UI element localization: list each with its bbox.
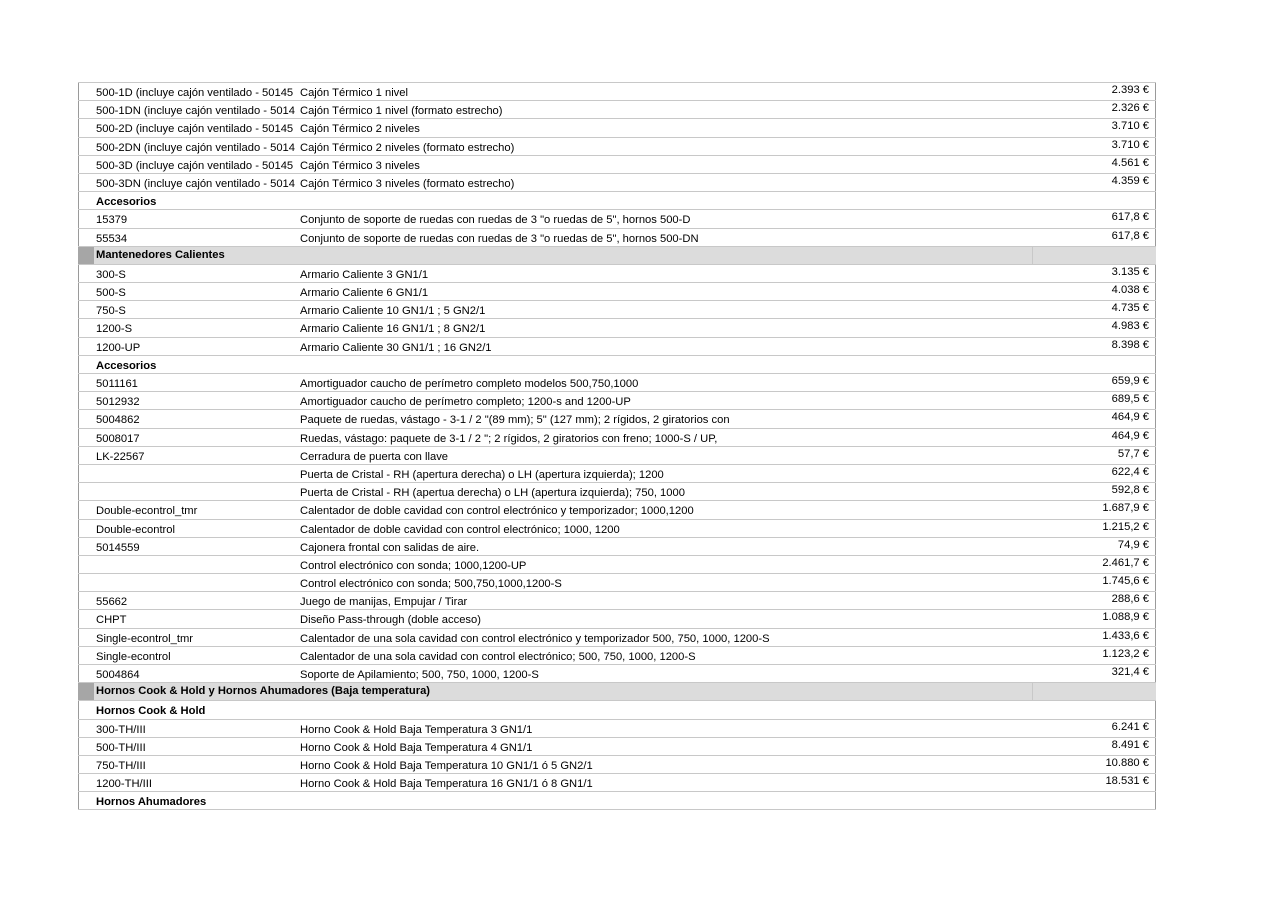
table-row (78, 664, 1156, 682)
product-description: Cerradura de puerta con llave (300, 450, 449, 463)
table-row (78, 519, 1156, 537)
product-price: 617,8 € (1111, 211, 1149, 224)
product-code: 5012932 (96, 396, 140, 409)
section-header-row (78, 682, 1156, 700)
product-price: 464,9 € (1111, 411, 1149, 424)
product-description: Cajón Térmico 3 niveles (300, 159, 420, 172)
product-price: 8.491 € (1111, 738, 1149, 751)
section-title: Hornos Cook & Hold y Hornos Ahumadores (Baja temperatura) (96, 685, 431, 698)
product-code: 15379 (96, 214, 128, 227)
product-price: 57,7 € (1117, 447, 1149, 460)
section-price-cell (1032, 683, 1155, 700)
product-code: 1200-S (96, 323, 133, 336)
product-description: Cajón Térmico 1 nivel (formato estrecho) (300, 105, 503, 118)
table-row (78, 428, 1156, 446)
product-description: Conjunto de soporte de ruedas con ruedas de 3 "o ruedas de 5", hornos 500-D (300, 214, 691, 227)
table-row (78, 391, 1156, 409)
product-price: 2.393 € (1111, 84, 1149, 96)
table-row (78, 209, 1156, 227)
product-code: 1200-TH/III (96, 778, 152, 791)
subsection-title: Hornos Cook & Hold (96, 705, 206, 718)
table-row (78, 100, 1156, 118)
product-description: Cajón Térmico 1 nivel (300, 87, 408, 99)
section-price-cell (1032, 247, 1155, 264)
product-price: 617,8 € (1111, 229, 1149, 242)
table-row (78, 446, 1156, 464)
product-price: 288,6 € (1111, 593, 1149, 606)
table-row (78, 155, 1156, 173)
product-price: 1.123,2 € (1102, 647, 1149, 660)
product-code: 5004862 (96, 414, 140, 427)
table-row (78, 300, 1156, 318)
product-code: 5004864 (96, 669, 140, 681)
product-price: 1.687,9 € (1102, 502, 1149, 515)
subsection-title: Accesorios (96, 196, 157, 209)
table-row (78, 173, 1156, 191)
product-price: 1.215,2 € (1102, 520, 1149, 533)
subsection-header-row (78, 700, 1156, 718)
product-description: Conjunto de soporte de ruedas con ruedas de 3 "o ruedas de 5", hornos 500-DN (300, 232, 699, 245)
product-description: Calentador de una sola cavidad con control electrónico; 500, 750, 1000, 1200-S (300, 650, 696, 663)
product-price: 4.735 € (1111, 302, 1149, 315)
product-description: Ruedas, vástago: paquete de 3-1 / 2 "; 2 rígidos, 2 giratorios con freno; 1000-S / UP, (300, 432, 718, 445)
subsection-header-row (78, 191, 1156, 209)
product-description: Puerta de Cristal - RH (apertura derecha) o LH (apertura izquierda); 1200 (300, 468, 664, 481)
product-code: 55534 (96, 232, 128, 245)
table-body (78, 82, 1156, 810)
product-price: 464,9 € (1111, 429, 1149, 442)
product-code: 500-S (96, 287, 126, 300)
table-row (78, 773, 1156, 791)
table-row (78, 755, 1156, 773)
table-row (78, 537, 1156, 555)
table-row (78, 737, 1156, 755)
product-description: Soporte de Apilamiento; 500, 750, 1000, 1200-S (300, 669, 539, 681)
product-code: 5011161 (96, 378, 138, 390)
price-list-table (78, 82, 1156, 810)
product-description: Cajón Térmico 3 niveles (formato estrecho) (300, 177, 515, 190)
product-price: 4.359 € (1111, 174, 1149, 187)
product-description: Control electrónico con sonda; 1000,1200-UP (300, 559, 527, 572)
product-price: 1.745,6 € (1102, 575, 1149, 588)
product-code: 300-S (96, 268, 126, 281)
table-row (78, 646, 1156, 664)
table-row (78, 282, 1156, 300)
product-price: 10.880 € (1105, 756, 1149, 769)
product-code: 500-2DN (incluye cajón ventilado - 5014 (96, 141, 296, 154)
table-row (78, 500, 1156, 518)
product-code: Single-econtrol_tmr (96, 632, 194, 645)
product-code: 300-TH/III (96, 723, 146, 736)
product-price: 2.461,7 € (1102, 556, 1149, 569)
product-description: Amortiguador caucho de perímetro completo modelos 500,750,1000 (300, 378, 639, 390)
product-price: 3.135 € (1111, 265, 1149, 278)
product-description: Juego de manijas, Empujar / Tirar (300, 596, 468, 609)
product-code: Double-econtrol (96, 523, 175, 536)
table-row (78, 82, 1156, 100)
section-gutter (78, 247, 94, 264)
product-description: Horno Cook & Hold Baja Temperatura 10 GN1/1 ó 5 GN2/1 (300, 759, 593, 772)
product-price: 4.561 € (1111, 156, 1149, 169)
product-description: Puerta de Cristal - RH (apertua derecha) o LH (apertura izquierda); 750, 1000 (300, 487, 685, 500)
product-description: Calentador de una sola cavidad con control electrónico y temporizador 500, 750, 1000, 1200-S (300, 632, 770, 645)
product-price: 8.398 € (1111, 338, 1149, 351)
table-row (78, 118, 1156, 136)
product-price: 4.983 € (1111, 320, 1149, 333)
product-price: 18.531 € (1105, 775, 1149, 788)
product-code: 500-1D (incluye cajón ventilado - 50145 (96, 87, 294, 99)
product-description: Diseño Pass-through (doble acceso) (300, 614, 481, 627)
product-code: 55662 (96, 596, 128, 609)
product-description: Armario Caliente 16 GN1/1 ; 8 GN2/1 (300, 323, 486, 336)
subsection-title: Accesorios (96, 359, 157, 372)
product-description: Cajón Térmico 2 niveles (formato estrecho) (300, 141, 515, 154)
product-price: 592,8 € (1111, 484, 1149, 497)
section-title: Mantenedores Calientes (96, 248, 225, 261)
table-row (78, 591, 1156, 609)
table-row (78, 555, 1156, 573)
table-row (78, 628, 1156, 646)
table-row (78, 373, 1156, 391)
product-price: 3.710 € (1111, 120, 1149, 133)
table-row (78, 482, 1156, 500)
product-price: 74,9 € (1117, 538, 1149, 551)
product-code: 500-2D (incluye cajón ventilado - 50145 (96, 123, 294, 136)
product-price: 6.241 € (1111, 720, 1149, 733)
subsection-header-row (78, 355, 1156, 373)
table-row (78, 337, 1156, 355)
product-code: 5014559 (96, 541, 140, 554)
section-header-row (78, 246, 1156, 264)
product-description: Calentador de doble cavidad con control electrónico y temporizador; 1000,1200 (300, 505, 694, 518)
product-code: LK-22567 (96, 450, 145, 463)
product-code: 750-S (96, 305, 126, 318)
product-description: Cajón Térmico 2 niveles (300, 123, 420, 136)
table-row (78, 719, 1156, 737)
product-description: Amortiguador caucho de perímetro completo; 1200-s and 1200-UP (300, 396, 631, 409)
table-row (78, 464, 1156, 482)
product-description: Cajonera frontal con salidas de aire. (300, 541, 480, 554)
product-price: 1.433,6 € (1102, 629, 1149, 642)
product-description: Armario Caliente 30 GN1/1 ; 16 GN2/1 (300, 341, 492, 354)
table-row (78, 228, 1156, 246)
product-description: Horno Cook & Hold Baja Temperatura 4 GN1/1 (300, 741, 533, 754)
table-row (78, 264, 1156, 282)
product-description: Calentador de doble cavidad con control electrónico; 1000, 1200 (300, 523, 620, 536)
product-code: 500-1DN (incluye cajón ventilado - 5014 (96, 105, 296, 118)
product-description: Armario Caliente 3 GN1/1 (300, 268, 429, 281)
product-price: 321,4 € (1111, 666, 1149, 678)
product-code: Single-econtrol (96, 650, 171, 663)
product-price: 622,4 € (1111, 465, 1149, 478)
product-description: Control electrónico con sonda; 500,750,1000,1200-S (300, 578, 562, 591)
table-row (78, 137, 1156, 155)
product-description: Horno Cook & Hold Baja Temperatura 16 GN1/1 ó 8 GN1/1 (300, 778, 593, 791)
product-code: 1200-UP (96, 341, 141, 354)
table-row (78, 409, 1156, 427)
table-row (78, 609, 1156, 627)
subsection-header-row (78, 791, 1156, 809)
product-price: 2.326 € (1111, 102, 1149, 115)
product-price: 689,5 € (1111, 393, 1149, 406)
table-row (78, 573, 1156, 591)
product-description: Armario Caliente 10 GN1/1 ; 5 GN2/1 (300, 305, 486, 318)
table-row (78, 318, 1156, 336)
product-description: Armario Caliente 6 GN1/1 (300, 287, 429, 300)
product-price: 659,9 € (1111, 375, 1149, 387)
subsection-title: Hornos Ahumadores (96, 796, 207, 809)
product-code: CHPT (96, 614, 127, 627)
product-price: 1.088,9 € (1102, 611, 1149, 624)
product-code: 5008017 (96, 432, 140, 445)
product-code: 500-3DN (incluye cajón ventilado - 5014 (96, 177, 296, 190)
section-gutter (78, 683, 94, 700)
product-description: Paquete de ruedas, vástago - 3-1 / 2 "(89 mm); 5" (127 mm); 2 rígidos, 2 giratorios con (300, 414, 730, 427)
product-code: 500-3D (incluye cajón ventilado - 50145 (96, 159, 294, 172)
product-code: Double-econtrol_tmr (96, 505, 198, 518)
product-code: 750-TH/III (96, 759, 146, 772)
product-description: Horno Cook & Hold Baja Temperatura 3 GN1/1 (300, 723, 533, 736)
product-price: 4.038 € (1111, 284, 1149, 297)
product-price: 3.710 € (1111, 138, 1149, 151)
product-code: 500-TH/III (96, 741, 146, 754)
